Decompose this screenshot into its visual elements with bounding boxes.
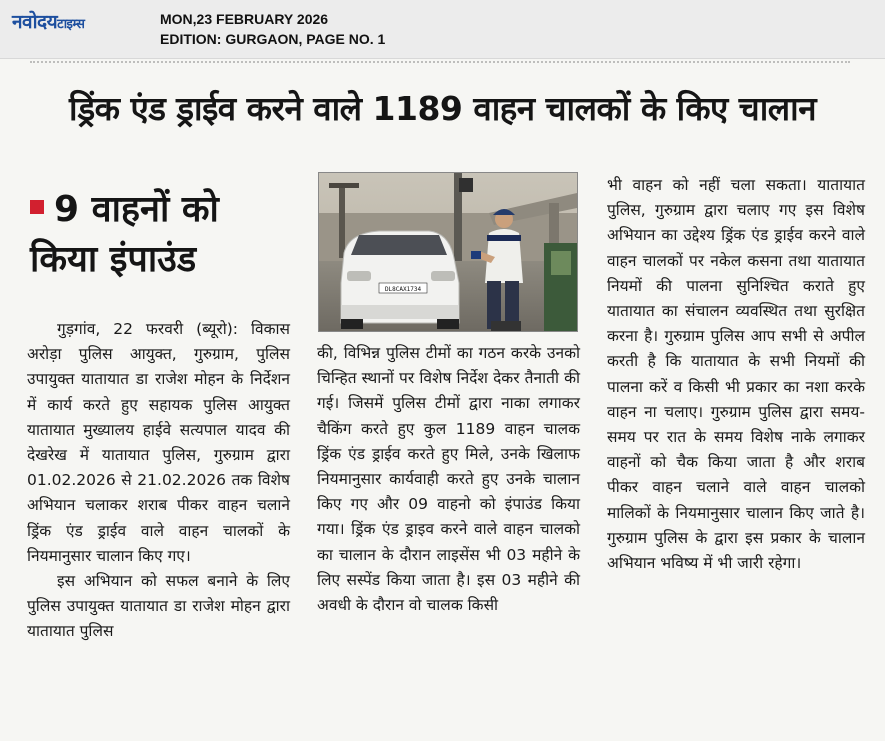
article-headline: ड्रिंक एंड ड्राईव करने वाले 1189 वाहन चालकों के किए चालान (68, 89, 817, 128)
subhead-line-1: 9 वाहनों को (54, 189, 219, 230)
column-1-paragraph-2: इस अभियान को सफल बनाने के लिए पुलिस उपायुक्त यातायात डा राजेश मोहन द्वारा यातायात पुलिस (27, 572, 290, 641)
subhead-line-2: किया इंपाउंड (30, 239, 197, 280)
edition-line: EDITION: GURGAON, PAGE NO. 1 (160, 31, 386, 47)
newspaper-clipping (0, 59, 885, 741)
cut-edge (30, 61, 850, 69)
article-column-1 (27, 317, 290, 645)
article-subhead (30, 185, 280, 285)
article-column-2 (317, 341, 580, 618)
logo-sub-text: टाइम्स (57, 17, 85, 32)
column-2-paragraph-1: की, विभिन्न पुलिस टीमों का गठन करके उनको चिन्हित स्थानों पर विशेष निर्देश देकर तैनाती की गई। जिसमें पुलिस टीमों द्वारा नाका लगाकर चैकिंग करते हुए कुल 1189 वाहन चालक ड्रिंक एंड ड्राईव करते हुए मिले, उनके खिलाफ नियमानुसार कार्यवाही करते हुए उनके चालान किए गए और 09 वाहनो को इंपाउंड किया गया। ड्रिंक एंड ड्राइव करने वाले वाहन चालको का चालान के दौरान लाइसेंस भी 03 महीने के लिए सस्पेंड किया जाता है। इस 03 महीने की अवधी के दौरान वो चालक किसी (317, 344, 580, 615)
license-plate-text: DL8CAX1734 (384, 286, 422, 293)
article-column-3 (607, 173, 865, 576)
article-photo (318, 172, 578, 332)
newspaper-logo[interactable] (12, 8, 84, 34)
bullet-square-icon (30, 200, 44, 214)
edition-info (160, 9, 385, 49)
column-1-paragraph-1: गुड़गांव, 22 फरवरी (ब्यूरो): विकास अरोड़ा पुलिस आयुक्त, गुरुग्राम, पुलिस उपायुक्त यातायात डा राजेश मोहन के निर्देशन में कार्य करते हुए सहायक पुलिस आयुक्त यातायात मुख्यालय हाईवे सत्यपाल यादव की देखरेख में यातायात पुलिस, गुरुग्राम द्वारा 01.02.2026 से 21.02.2026 तक विशेष अभियान चलाकर शराब पीकर वाहन चलाने ड्रिंक एंड ड्राईव वाले वाहन चालकों के नियमानुसार चालान किए गए। (27, 320, 290, 565)
traffic-police-checking-photo (319, 173, 577, 331)
logo-main-text: नवोदय (12, 11, 58, 33)
date-line: MON,23 FEBRUARY 2026 (160, 11, 329, 27)
column-3-paragraph-1: भी वाहन को नहीं चला सकता। यातायात पुलिस, गुरुग्राम द्वारा चलाए गए इस विशेष अभियान का उद्देश्य ड्रिंक एंड ड्राईव करने वाले वाहन चालकों पर नकेल कसना तथा यातायात नियमों की पालना सुनिश्चित कराते हुए यातायात का संचालन व्यवस्थित तथा सुरक्षित करना है। गुरुग्राम पुलिस आप सभी से अपील करती है कि यातायात के सभी नियमों की पालना करें व किसी भी प्रकार का नशा करके वाहन ना चलाए। गुरुग्राम पुलिस द्वारा समय-समय पर रात के समय विशेष नाके लगाकर वाहनों को चैक किया जाता है और शराब पीकर वाहन चलाने वाले वाहन चालको मालिकों के नियमानुसार चालान किए जाते है। गुरुग्राम पुलिस के द्वारा इस प्रकार के चालान अभियान भविष्य में भी जारी रहेगा। (607, 176, 865, 573)
masthead-bar (0, 0, 885, 59)
